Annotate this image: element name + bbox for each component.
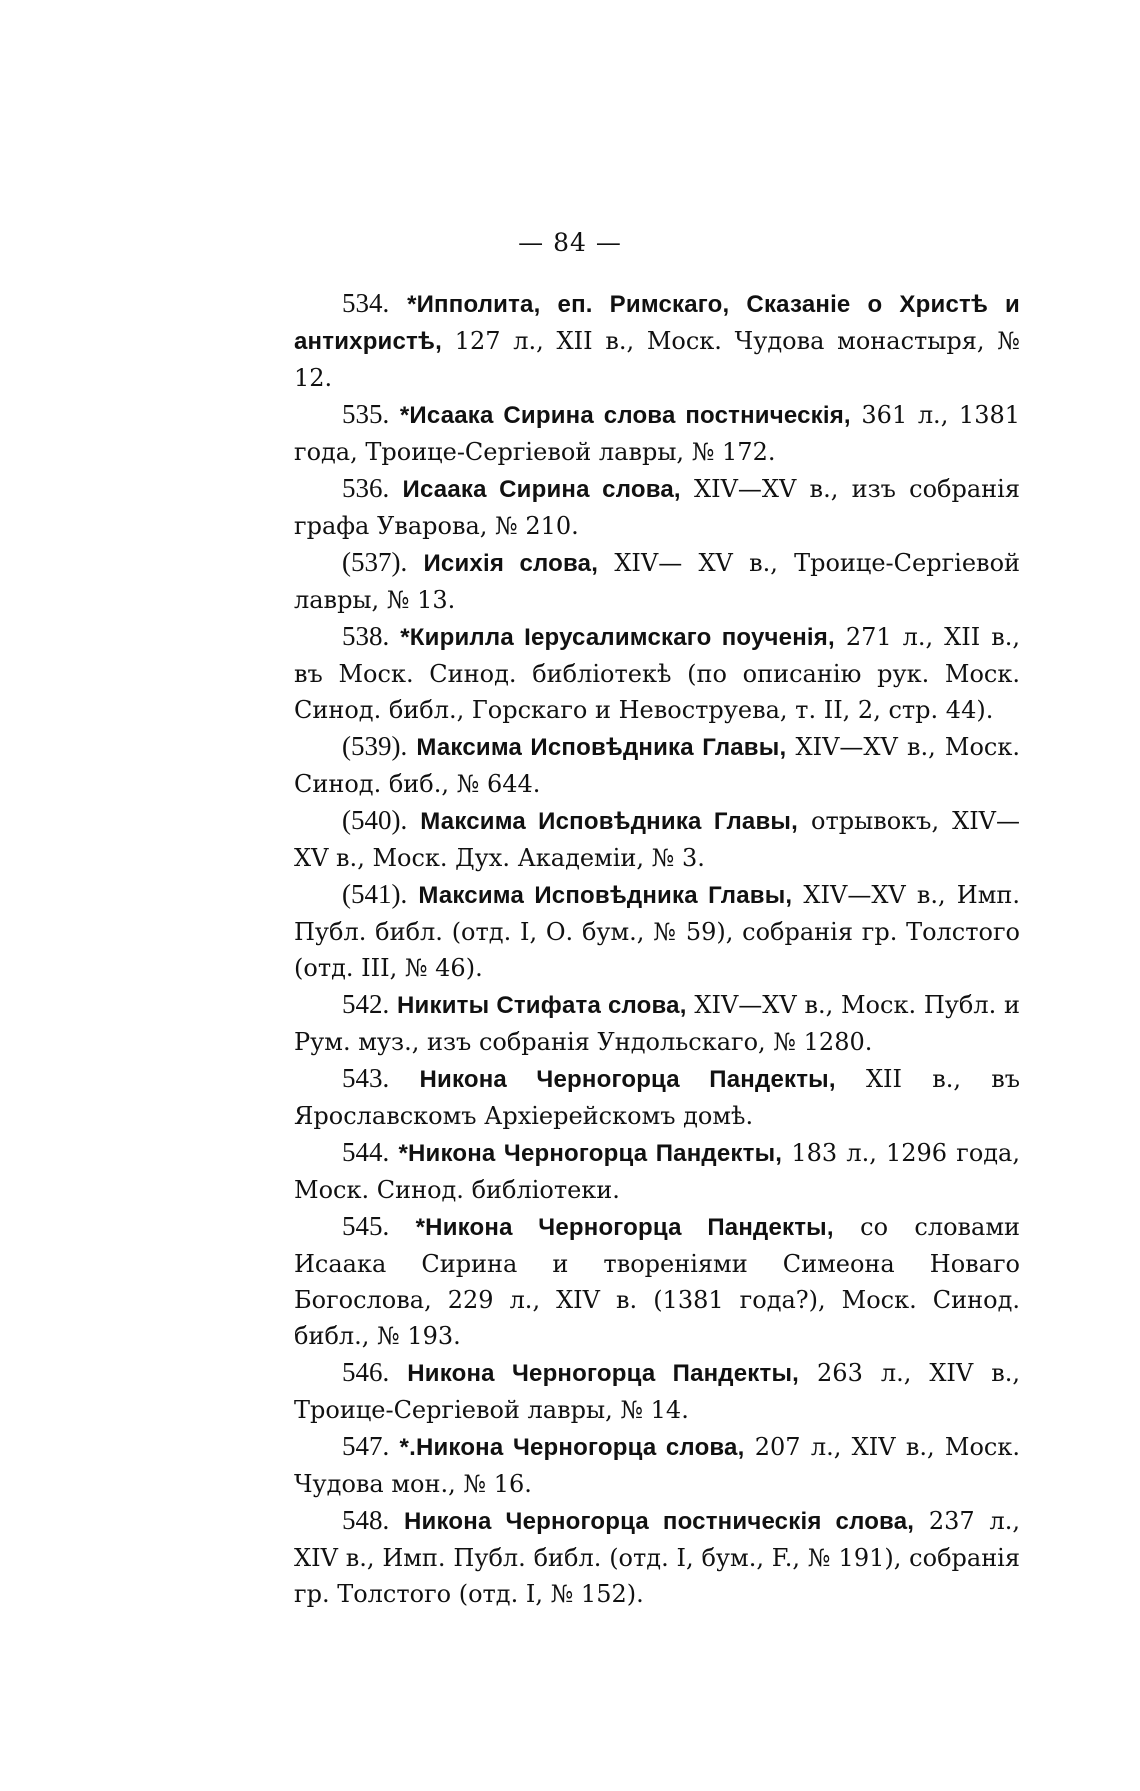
entry-number: 534. [342,288,390,318]
entry-list [294,285,1020,1612]
entry-description: 207 л., XIV в., Моск. Чудова мон., № 16. [294,1433,1020,1498]
entry-description: 183 л., 1296 года, Моск. Синод. библіотеки. [294,1139,1020,1204]
entry-number: 546. [342,1357,390,1387]
entry-title: Исаака Сирина слова, [402,476,681,503]
list-item [294,802,1020,876]
entry-description: XIV—XV в., Моск. Публ. и Рум. муз., изъ собранія Ундольскаго, № 1280. [294,991,1020,1056]
entry-title: Максима Исповѣдника Главы, [416,734,787,761]
entry-title: *Никона Черногорца Пандекты, [415,1214,834,1241]
entry-title: *Исаака Сирина слова постническія, [399,402,851,429]
list-item [294,544,1020,618]
entry-description: 271 л., XII в., въ Моск. Синод. библіотекѣ (по описанію рук. Моск. Синод. библ., Горскаго и Невоструева, т. II, 2, стр. 44). [294,623,1020,724]
entry-description: 361 л., 1381 года, Троице-Сергіевой лавры, № 172. [294,401,1020,466]
entry-description: со словами Исаака Сирина и твореніями Симеона Новаго Богослова, 229 л., XIV в. (1381 года?), Моск. Синод. библ., № 193. [294,1213,1021,1350]
list-item [294,1502,1020,1612]
list-item [294,1060,1020,1134]
entry-number: (537). [342,547,408,577]
list-item [294,618,1020,728]
entry-number: 543. [342,1063,390,1093]
list-item [294,1208,1020,1354]
entry-description: 263 л., XIV в., Троице-Сергіевой лавры, № 14. [294,1359,1020,1424]
entry-title: Исихія слова, [423,550,599,577]
entry-number: 547. [342,1431,390,1461]
entry-title: Никиты Стифата слова, [397,992,687,1019]
entry-number: (539). [342,731,408,761]
entry-title: *.Никона Черногорца слова, [399,1434,745,1461]
entry-number: 535. [342,399,390,429]
entry-description: 127 л., XII в., Моск. Чудова монастыря, № 12. [294,327,1020,392]
entry-description: XIV—XV в., Имп. Публ. библ. (отд. I, О. бум., № 59), собранія гр. Толстого (отд. III, № 46). [294,881,1020,982]
entry-number: (541). [342,879,408,909]
entry-title: *Ипполита, еп. Римскаго, Сказаніе о Христѣ и антихристѣ, [294,291,1020,355]
entry-title: Максима Исповѣдника Главы, [418,882,793,909]
entry-number: 545. [342,1211,390,1241]
entry-description: XII в., въ Ярославскомъ Архіерейскомъ домѣ. [294,1065,1020,1130]
entry-number: 536. [342,473,390,503]
list-item [294,285,1020,396]
list-item [294,1428,1020,1502]
entry-title: Максима Исповѣдника Главы, [420,808,798,835]
entry-description: XIV— XV в., Троице-Сергіевой лавры, № 13. [294,549,1021,614]
entry-number: 542. [342,989,390,1019]
entry-number: 544. [342,1137,390,1167]
entry-number: 548. [342,1505,390,1535]
entry-description: 237 л., XIV в., Имп. Публ. библ. (отд. I, бум., F., № 191), собранія гр. Толстого (отд. I, № 152). [294,1507,1020,1608]
entry-title: Никона Черногорца постническія слова, [404,1508,915,1535]
list-item [294,876,1020,986]
entry-number: 538. [342,621,390,651]
entry-title: *Кирилла Іерусалимскаго поученія, [400,624,835,651]
entry-description: XIV—XV в., изъ собранія графа Уварова, № 210. [294,475,1020,540]
page-number: — 84 — [518,228,622,257]
list-item [294,986,1020,1060]
entry-description: отрывокъ, XIV—XV в., Моск. Дух. Академіи, № 3. [294,807,1021,872]
entry-title: Никона Черногорца Пандекты, [407,1360,800,1387]
list-item [294,1134,1020,1208]
entry-description: XIV—XV в., Моск. Синод. биб., № 644. [294,733,1020,798]
list-item [294,728,1020,802]
list-item [294,1354,1020,1428]
entry-title: *Никона Черногорца Пандекты, [398,1140,783,1167]
entry-title: Никона Черногорца Пандекты, [419,1066,836,1093]
list-item [294,396,1020,470]
list-item [294,470,1020,544]
entry-number: (540). [342,805,408,835]
